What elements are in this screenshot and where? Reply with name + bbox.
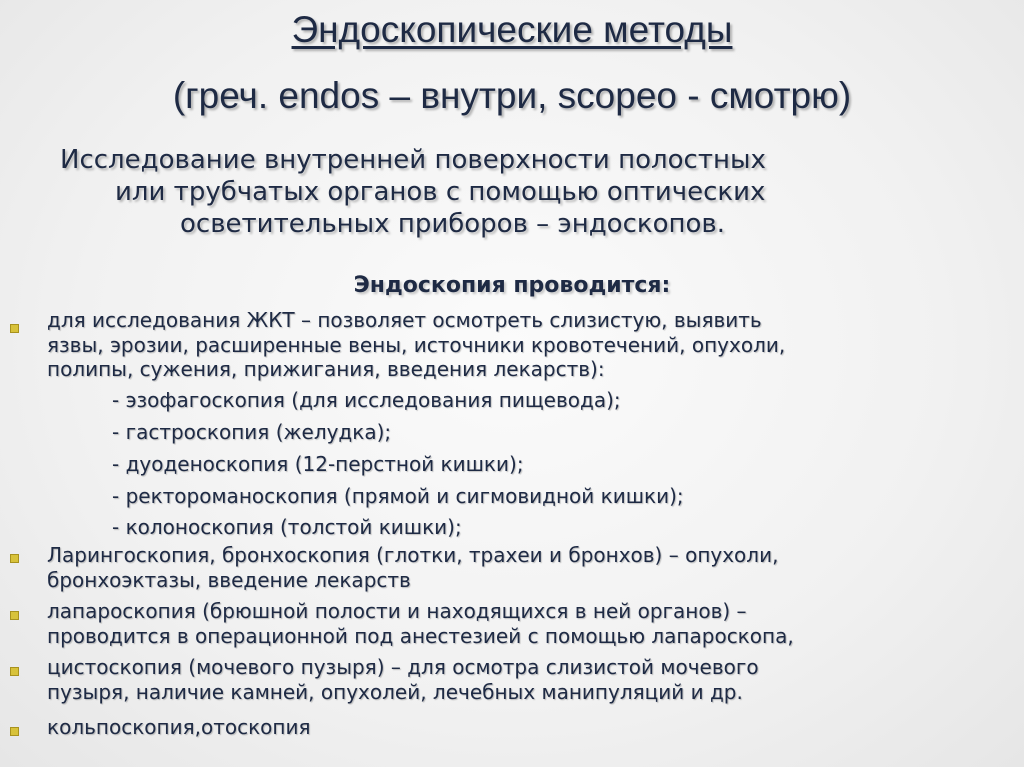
list-item xyxy=(47,655,1007,704)
slide-subtitle-etymology: (греч. endos – внутри, scopeo - смотрю) xyxy=(172,75,852,116)
sub-list-item: - ректороманоскопия (прямой и сигмовидной кишки); xyxy=(112,484,684,508)
list-item-line: для исследования ЖКТ – позволяет осмотреть слизистую, выявить xyxy=(47,308,762,332)
list-item-line: кольпоскопия,отоскопия xyxy=(47,715,311,739)
list-item-line: Ларингоскопия, бронхоскопия (глотки, трахеи и бронхов) – опухоли, xyxy=(47,543,779,567)
list-item-line: полипы, сужения, прижигания, введения лекарств): xyxy=(47,357,605,381)
sub-list-item: - колоноскопия (толстой кишки); xyxy=(112,515,462,539)
bullet-marker-icon xyxy=(10,727,19,736)
list-item-line: пузыря, наличие камней, опухолей, лечебных манипуляций и др. xyxy=(47,679,743,704)
list-item-line: язвы, эрозии, расширенные вены, источники кровотечений, опухоли, xyxy=(47,332,786,357)
bullet-marker-icon xyxy=(10,324,19,333)
intro-line: Исследование внутренней поверхности полостных xyxy=(60,145,766,175)
intro-line: осветительных приборов – эндоскопов. xyxy=(180,209,725,239)
intro-paragraph xyxy=(60,144,980,240)
sub-list-item: - гастроскопия (желудка); xyxy=(112,420,392,444)
slide-title: Эндоскопические методы xyxy=(291,9,733,50)
section-heading: Эндоскопия проводится: xyxy=(353,273,671,298)
list-item-line: бронхоэктазы, введение лекарств xyxy=(47,567,411,592)
list-item-line: цистоскопия (мочевого пузыря) – для осмотра слизистой мочевого xyxy=(47,655,759,679)
list-item-line: лапароскопия (брюшной полости и находящихся в ней органов) – xyxy=(47,599,747,623)
intro-line: или трубчатых органов с помощью оптических xyxy=(115,177,766,207)
bullet-marker-icon xyxy=(10,667,19,676)
sub-list-item: - дуоденоскопия (12-перстной кишки); xyxy=(112,452,524,476)
list-item xyxy=(47,599,1007,648)
bullet-marker-icon xyxy=(10,611,19,620)
list-item xyxy=(47,308,1007,382)
list-item xyxy=(47,543,1007,592)
list-item-line: проводится в операционной под анестезией с помощью лапароскопа, xyxy=(47,623,794,648)
bullet-marker-icon xyxy=(10,554,19,563)
list-item xyxy=(47,715,1007,740)
sub-list-item: - эзофагоскопия (для исследования пищевода); xyxy=(112,388,621,412)
